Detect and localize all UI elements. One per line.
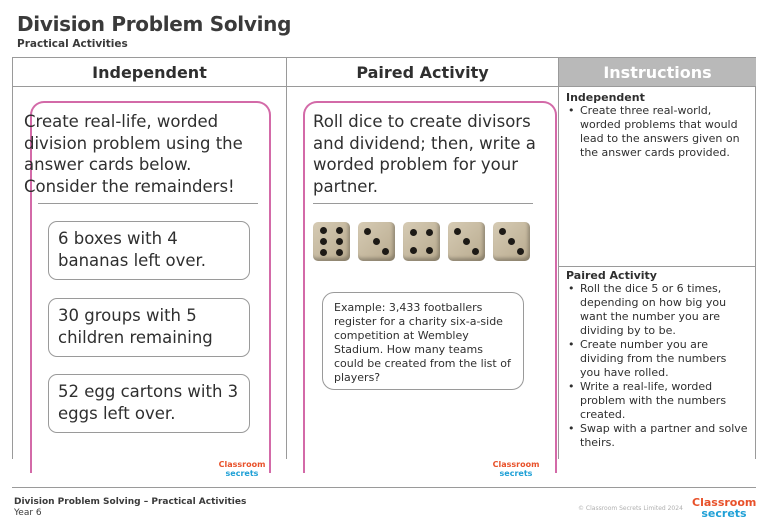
die-pip xyxy=(410,247,417,254)
die-3-icon xyxy=(358,222,395,261)
divider xyxy=(313,203,533,204)
dice-row xyxy=(313,222,530,261)
logo-text-1: Classroom xyxy=(218,460,266,469)
die-6-icon xyxy=(313,222,350,261)
answer-card: 30 groups with 5 children remaining xyxy=(48,298,250,357)
classroom-secrets-logo xyxy=(692,496,757,520)
footer-copyright: © Classroom Secrets Limited 2024 xyxy=(578,505,683,512)
die-pip xyxy=(364,228,371,235)
die-pip xyxy=(508,238,515,245)
footer-divider xyxy=(12,487,756,488)
die-pip xyxy=(320,227,327,234)
instructions-paired-list xyxy=(566,282,750,450)
classroom-secrets-logo xyxy=(215,460,269,478)
die-pip xyxy=(320,238,327,245)
die-pip xyxy=(472,248,479,255)
logo-text-2: secrets xyxy=(701,507,747,520)
footer-title: Division Problem Solving – Practical Activities xyxy=(14,497,247,507)
answer-card: 52 egg cartons with 3 eggs left over. xyxy=(48,374,250,433)
die-pip xyxy=(336,249,343,256)
page-title: Division Problem Solving xyxy=(17,12,292,36)
logo-text-1: Classroom xyxy=(692,496,757,509)
instruction-item: • Create three real-world, worded problems that would lead to the answers given on the answer cards provided. xyxy=(566,104,750,160)
instructions-divider xyxy=(559,266,756,267)
die-pip xyxy=(336,227,343,234)
die-pip xyxy=(410,229,417,236)
die-pip xyxy=(499,228,506,235)
column-divider xyxy=(286,87,287,459)
paired-intro: Roll dice to create divisors and dividend; then, write a worded problem for your partner. xyxy=(313,112,536,196)
die-pip xyxy=(426,229,433,236)
footer-year: Year 6 xyxy=(14,508,42,518)
classroom-secrets-logo xyxy=(489,460,543,478)
instructions-independent-heading: Independent xyxy=(566,91,645,104)
die-4-icon xyxy=(403,222,440,261)
die-pip xyxy=(320,249,327,256)
instruction-item: • Roll the dice 5 or 6 times, depending on how big you want the number you are dividing by to be. xyxy=(566,282,750,338)
die-pip xyxy=(336,238,343,245)
die-3-icon xyxy=(493,222,530,261)
die-pip xyxy=(382,248,389,255)
die-pip xyxy=(463,238,470,245)
instructions-independent-list xyxy=(566,104,750,160)
instruction-item: • Swap with a partner and solve theirs. xyxy=(566,422,750,450)
die-3-icon xyxy=(448,222,485,261)
page-subtitle: Practical Activities xyxy=(17,38,128,50)
divider xyxy=(38,203,258,204)
answer-card: 6 boxes with 4 bananas left over. xyxy=(48,221,250,280)
column-header-independent: Independent xyxy=(13,58,287,87)
independent-intro: Create real-life, worded division problem using the answer cards below. Consider the remainders! xyxy=(24,112,243,196)
instruction-item: • Write a real-life, worded problem with the numbers created. xyxy=(566,380,750,422)
die-pip xyxy=(454,228,461,235)
logo-text-1: Classroom xyxy=(492,460,540,469)
die-pip xyxy=(517,248,524,255)
die-pip xyxy=(426,247,433,254)
logo-text-2: secrets xyxy=(499,469,533,478)
instruction-item: • Create number you are dividing from the numbers you have rolled. xyxy=(566,338,750,380)
example-problem: Example: 3,433 footballers register for a charity six-a-side competition at Wembley Stadium. How many teams could be created from the list of players? xyxy=(322,292,524,390)
die-pip xyxy=(373,238,380,245)
column-divider xyxy=(558,87,559,459)
logo-text-2: secrets xyxy=(225,469,259,478)
column-header-paired: Paired Activity xyxy=(287,58,559,87)
column-header-instructions: Instructions xyxy=(559,58,756,87)
instructions-paired-heading: Paired Activity xyxy=(566,269,657,282)
